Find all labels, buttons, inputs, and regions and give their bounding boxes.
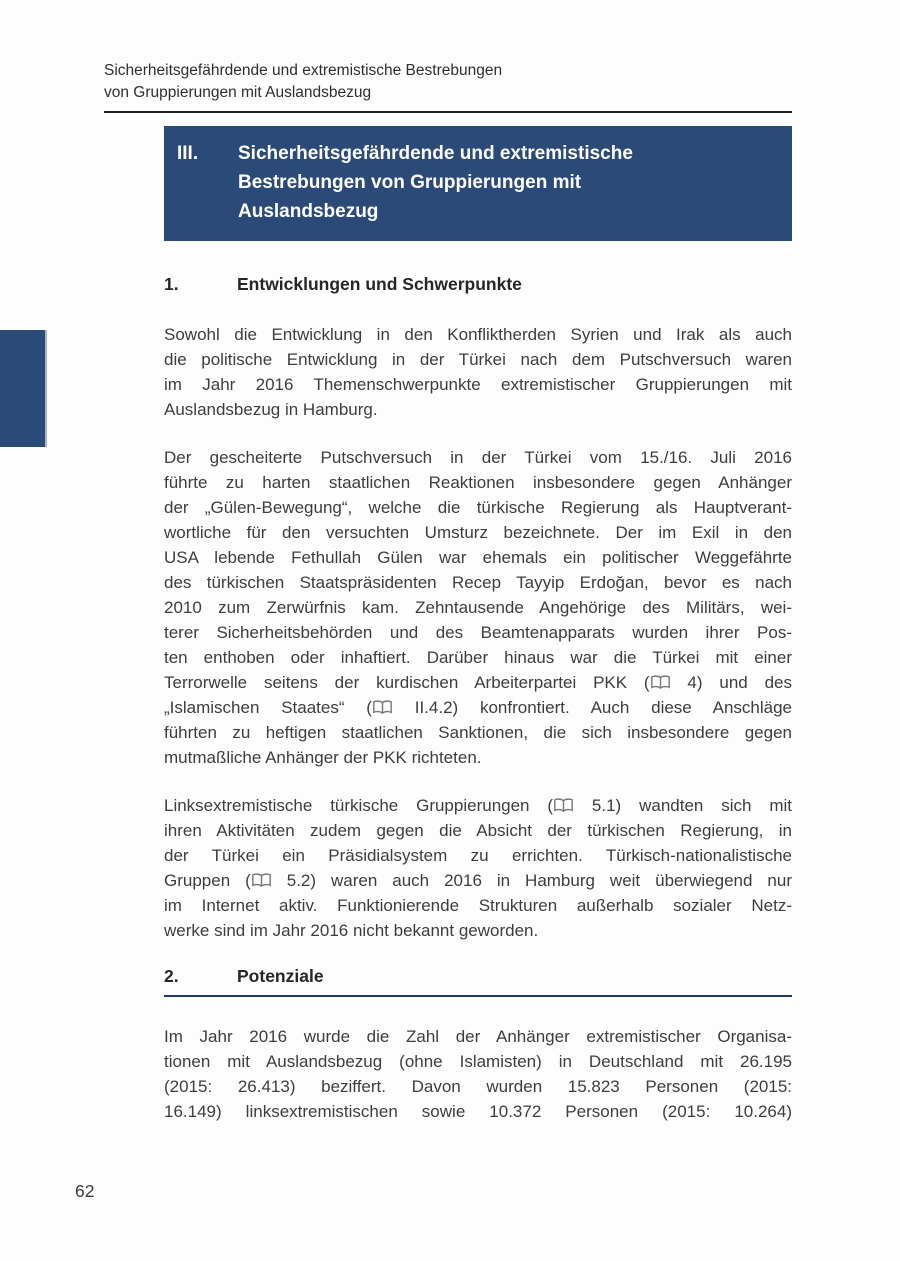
chapter-title-line: Auslandsbezug [238, 201, 379, 222]
book-reference-icon [372, 700, 393, 715]
chapter-title [238, 139, 776, 226]
text-line: 2010 zum Zerwürfnis kam. Zehntausende Angehörige des Militärs, wei- [164, 598, 792, 617]
text-line: Linksextremistische türkische Gruppierungen ( 5.1) wandten sich mit [164, 796, 792, 815]
page-number: 62 [75, 1181, 95, 1201]
section-number: 2. [164, 966, 179, 986]
text-line: Gruppen ( 5.2) waren auch 2016 in Hamburg weit überwiegend nur [164, 871, 792, 890]
book-reference-icon [650, 675, 671, 690]
text-line: terer Sicherheitsbehörden und des Beamtenapparats wurden ihrer Pos- [164, 623, 792, 642]
text-line: die politische Entwicklung in der Türkei nach dem Putschversuch waren [164, 350, 792, 369]
book-reference-icon [553, 798, 574, 813]
text-line: Im Jahr 2016 wurde die Zahl der Anhänger extremistischer Organisa- [164, 1027, 792, 1046]
text-line: des türkischen Staatspräsidenten Recep Tayyip Erdoğan, bevor es nach [164, 573, 792, 592]
text-line: Sowohl die Entwicklung in den Konfliktherden Syrien und Irak als auch [164, 325, 792, 344]
book-reference-icon [251, 873, 272, 888]
paragraph [164, 793, 792, 943]
text-line: der „Gülen-Bewegung“, welche die türkische Regierung als Hauptverant- [164, 498, 792, 517]
text-line: führte zu harten staatlichen Reaktionen insbesondere gegen Anhänger [164, 473, 792, 492]
text-line: mutmaßliche Anhänger der PKK richteten. [164, 748, 482, 767]
text-line: ihren Aktivitäten zudem gegen die Absicht der türkischen Regierung, in [164, 821, 792, 840]
text-line: führten zu heftigen staatlichen Sanktionen, die sich insbesondere gegen [164, 723, 792, 742]
text-line: Der gescheiterte Putschversuch in der Türkei vom 15./16. Juli 2016 [164, 448, 792, 467]
document-body [164, 274, 792, 1124]
text-line: Terrorwelle seitens der kurdischen Arbeiterpartei PKK ( 4) und des [164, 673, 792, 692]
section-title: Potenziale [237, 966, 324, 986]
text-line: im Internet aktiv. Funktionierende Strukturen außerhalb sozialer Netz- [164, 896, 792, 915]
paragraph [164, 445, 792, 770]
text-line: tionen mit Auslandsbezug (ohne Islamisten) in Deutschland mit 26.195 [164, 1052, 792, 1071]
text-line: ten enthoben oder inhaftiert. Darüber hinaus war die Türkei mit einer [164, 648, 792, 667]
paragraph [164, 1024, 792, 1124]
section-number: 1. [164, 274, 179, 294]
text-line: (2015: 26.413) beziffert. Davon wurden 15.823 Personen (2015: [164, 1077, 792, 1096]
text-line: USA lebende Fethullah Gülen war ehemals ein politischer Weggefährte [164, 548, 792, 567]
text-line: werke sind im Jahr 2016 nicht bekannt geworden. [164, 921, 539, 940]
chapter-title-line: Bestrebungen von Gruppierungen mit [238, 172, 582, 193]
section-heading [164, 274, 792, 295]
chapter-title-line: Sicherheitsgefährdende und extremistische [238, 143, 633, 164]
running-header [104, 60, 792, 113]
chapter-number: III. [177, 143, 199, 164]
section-heading [164, 966, 792, 997]
section-title: Entwicklungen und Schwerpunkte [237, 274, 522, 294]
text-line: der Türkei ein Präsidialsystem zu errichten. Türkisch-nationalistische [164, 846, 792, 865]
text-line: im Jahr 2016 Themenschwerpunkte extremistischer Gruppierungen mit [164, 375, 792, 394]
running-header-line1: Sicherheitsgefährdende und extremistische Bestrebungen [104, 62, 503, 79]
text-line: wortliche für den versuchten Umsturz bezeichnete. Der im Exil in den [164, 523, 792, 542]
chapter-title-box [164, 126, 792, 241]
text-line: 16.149) linksextremistischen sowie 10.372 Personen (2015: 10.264) [164, 1102, 792, 1121]
running-header-line2: von Gruppierungen mit Auslandsbezug [104, 84, 372, 101]
content-column [164, 126, 792, 1147]
chapter-edge-tab [0, 330, 47, 447]
text-line: „Islamischen Staates“ ( II.4.2) konfrontiert. Auch diese Anschläge [164, 698, 792, 717]
paragraph [164, 322, 792, 422]
text-line: Auslandsbezug in Hamburg. [164, 400, 378, 419]
